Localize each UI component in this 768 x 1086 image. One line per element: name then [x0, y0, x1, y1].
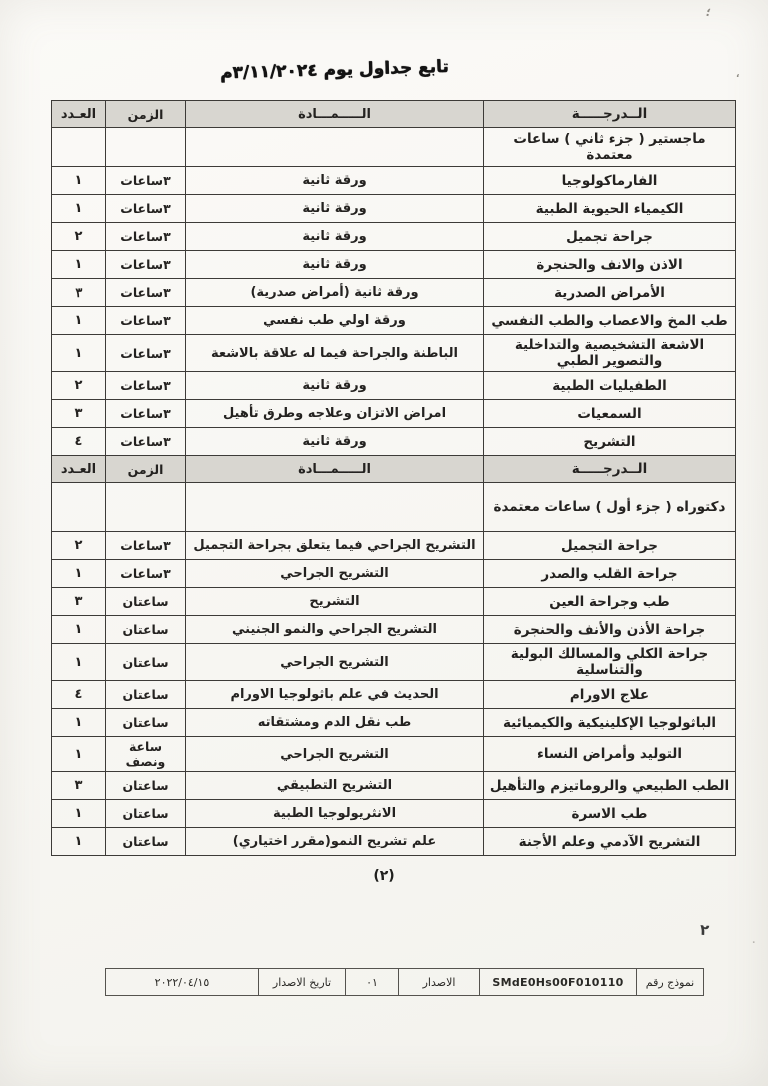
issue-date-label: تاريخ الاصدار: [259, 969, 346, 996]
column-header-time: الزمن: [106, 101, 186, 128]
cell-subject: علم تشريح النمو(مقرر اختياري): [186, 828, 484, 856]
cell-count: ٣: [52, 588, 106, 616]
table-row: [52, 709, 736, 737]
table-row: [52, 307, 736, 335]
table-row: [52, 828, 736, 856]
cell-time: ٣ساعات: [106, 167, 186, 195]
cell-subject: التشريح: [186, 588, 484, 616]
column-header-count: العـدد: [52, 101, 106, 128]
table-row: [52, 644, 736, 681]
table-row: [52, 195, 736, 223]
section-title: دكتوراه ( جزء أول ) ساعات معتمدة: [484, 483, 736, 532]
cell-time: ساعة ونصف: [106, 737, 186, 772]
cell-count: ١: [52, 167, 106, 195]
cell-subject: ورقة ثانية: [186, 372, 484, 400]
column-header-subject: الـــــمـــادة: [186, 101, 484, 128]
cell-time: ٣ساعات: [106, 428, 186, 456]
cell-time: ساعتان: [106, 644, 186, 681]
form-number-value: SMdE0Hs00F010110: [480, 969, 637, 996]
cell-time: ٣ساعات: [106, 307, 186, 335]
issue-date-value: ٢٠٢٢/٠٤/١٥: [106, 969, 259, 996]
section-title-row: [52, 128, 736, 167]
cell-time: ٣ساعات: [106, 195, 186, 223]
cell-count: ١: [52, 800, 106, 828]
cell-subject: التشريح التطبيقي: [186, 772, 484, 800]
cell-subject: ورقة ثانية: [186, 428, 484, 456]
column-header-count: العـدد: [52, 456, 106, 483]
column-header-degree: الــدرجـــــة: [484, 101, 736, 128]
section-title-row: [52, 483, 736, 532]
cell-time: ساعتان: [106, 709, 186, 737]
cell-subject: ورقة ثانية (أمراض صدرية): [186, 279, 484, 307]
column-header-time: الزمن: [106, 456, 186, 483]
table-row: [52, 279, 736, 307]
form-number-label: نموذج رقم: [637, 969, 704, 996]
cell-subject: الانثريولوجيا الطبية: [186, 800, 484, 828]
cell-time: ٣ساعات: [106, 372, 186, 400]
cell-time: ٣ساعات: [106, 223, 186, 251]
table-row: [52, 223, 736, 251]
cell-count: ٣: [52, 400, 106, 428]
cell-degree: الطب الطبيعي والروماتيزم والتأهيل: [484, 772, 736, 800]
table-row: [52, 532, 736, 560]
section-title: ماجستير ( جزء ثاني ) ساعات معتمدة: [484, 128, 736, 167]
cell-degree: علاج الاورام: [484, 681, 736, 709]
cell-count: ١: [52, 644, 106, 681]
scan-artifact: ،: [736, 70, 740, 80]
table-row: [52, 681, 736, 709]
cell-time: ساعتان: [106, 681, 186, 709]
cell-subject: ورقة ثانية: [186, 195, 484, 223]
cell-subject: التشريح الجراحي: [186, 560, 484, 588]
cell-degree: جراحة تجميل: [484, 223, 736, 251]
cell-time: ٣ساعات: [106, 400, 186, 428]
table-header-row: [52, 101, 736, 128]
cell-subject: التشريح الجراحي: [186, 644, 484, 681]
cell-count: ١: [52, 307, 106, 335]
cell-time: ٣ساعات: [106, 251, 186, 279]
table-row: [52, 251, 736, 279]
empty-cell: [106, 128, 186, 167]
cell-subject: طب نقل الدم ومشتقاته: [186, 709, 484, 737]
cell-time: ساعتان: [106, 588, 186, 616]
version-value: ٠١: [346, 969, 399, 996]
footer-table: [105, 968, 704, 996]
cell-count: ١: [52, 709, 106, 737]
cell-count: ٢: [52, 372, 106, 400]
table-row: [52, 560, 736, 588]
cell-time: ساعتان: [106, 616, 186, 644]
cell-degree: التشريح: [484, 428, 736, 456]
cell-count: ١: [52, 737, 106, 772]
handwritten-mark: ٢: [699, 920, 710, 940]
cell-degree: الباثولوجيا الإكلينيكية والكيميائية: [484, 709, 736, 737]
version-label: الاصدار: [399, 969, 480, 996]
cell-time: ٣ساعات: [106, 335, 186, 372]
empty-cell: [106, 483, 186, 532]
cell-subject: التشريح الجراحي والنمو الجنيني: [186, 616, 484, 644]
cell-count: ٣: [51, 277, 106, 308]
page-number: (٢): [373, 868, 395, 884]
column-header-subject: الـــــمـــادة: [186, 456, 484, 483]
cell-count: ١: [52, 560, 106, 588]
scan-artifact: ؛: [704, 5, 712, 20]
footer-form-info: [105, 968, 704, 996]
empty-cell: [52, 483, 106, 532]
cell-count: ٢: [52, 223, 106, 251]
cell-degree: التشريح الآدمي وعلم الأجنة: [484, 828, 736, 856]
table-row: [52, 400, 736, 428]
cell-degree: طب الاسرة: [484, 800, 736, 828]
cell-degree: جراحة القلب والصدر: [484, 560, 736, 588]
table-row: [52, 800, 736, 828]
page-title: تابع جداول يوم ٣/١١/٢٠٢٤م: [219, 56, 450, 84]
cell-degree: الطفيليات الطبية: [484, 372, 736, 400]
table-row: [52, 372, 736, 400]
cell-count: ٢: [52, 532, 106, 560]
cell-time: ٣ساعات: [106, 532, 186, 560]
cell-degree: الفارماكولوجيا: [484, 167, 736, 195]
cell-degree: الاشعة التشخيصية والتداخلية والتصوير الطبي: [484, 335, 736, 372]
cell-degree: الأمراض الصدرية: [484, 279, 736, 307]
cell-degree: جراحة التجميل: [484, 532, 736, 560]
empty-cell: [186, 128, 484, 167]
footer-row: [106, 969, 704, 996]
column-header-degree: الــدرجـــــة: [484, 456, 736, 483]
table-row: [52, 588, 736, 616]
cell-subject: امراض الاتزان وعلاجه وطرق تأهيل: [186, 400, 484, 428]
cell-subject: التشريح الجراحي فيما يتعلق بجراحة التجميل: [186, 532, 484, 560]
cell-degree: جراحة الأذن والأنف والحنجرة: [484, 616, 736, 644]
table-row: [52, 428, 736, 456]
cell-time: ساعتان: [106, 828, 186, 856]
table-row: [52, 772, 736, 800]
cell-count: ١: [52, 251, 106, 279]
cell-count: ١: [52, 195, 106, 223]
cell-degree: جراحة الكلي والمسالك البولية والتناسلية: [484, 644, 736, 681]
cell-subject: الباطنة والجراحة فيما له علاقة بالاشعة: [186, 335, 484, 372]
cell-count: ٣: [52, 772, 106, 800]
scan-artifact: .: [752, 936, 756, 946]
cell-degree: طب المخ والاعصاب والطب النفسي: [484, 307, 736, 335]
cell-subject: التشريح الجراحي: [186, 737, 484, 772]
cell-count: ١: [52, 616, 106, 644]
cell-time: ساعتان: [106, 800, 186, 828]
cell-time: ٣ساعات: [106, 560, 186, 588]
cell-degree: السمعيات: [484, 400, 736, 428]
cell-count: ١: [52, 335, 106, 372]
cell-degree: التوليد وأمراض النساء: [484, 737, 736, 772]
table-row: [52, 335, 736, 372]
empty-cell: [186, 483, 484, 532]
cell-time: ساعتان: [106, 772, 186, 800]
cell-subject: ورقة ثانية: [186, 223, 484, 251]
cell-subject: ورقة ثانية: [186, 167, 484, 195]
cell-count: ٤: [52, 681, 106, 709]
cell-subject: الحديث في علم باثولوجيا الاورام: [186, 681, 484, 709]
empty-cell: [52, 128, 106, 167]
cell-degree: طب وجراحة العين: [484, 588, 736, 616]
cell-degree: الاذن والانف والحنجرة: [484, 251, 736, 279]
cell-time: ٣ساعات: [106, 279, 186, 307]
cell-subject: ورقة ثانية: [186, 251, 484, 279]
cell-subject: ورقة اولي طب نفسي: [186, 307, 484, 335]
exam-schedule-table: [51, 100, 736, 856]
table-row: [52, 737, 736, 772]
cell-degree: الكيمياء الحيوية الطبية: [484, 195, 736, 223]
cell-count: ٤: [52, 428, 106, 456]
cell-count: ١: [52, 828, 106, 856]
table-row: [52, 167, 736, 195]
table-header-row: [52, 456, 736, 483]
table-row: [52, 616, 736, 644]
